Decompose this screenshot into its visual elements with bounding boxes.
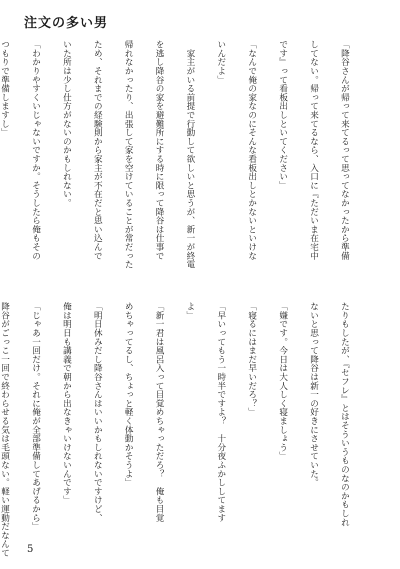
- text-line: 降谷がごっこ一回で終わらせる気は毛頭ない。軽い運動だなんて: [0, 302, 10, 558]
- text-line: ないと思って降谷は新一の好きにさせていた。: [308, 302, 319, 487]
- text-line: たりもしたが、『セフレ』とはそういうものなのかもしれ: [339, 302, 350, 527]
- page-number: 5: [27, 544, 34, 555]
- upper-text-block: [0, 40, 370, 283]
- text-line: よ」: [184, 302, 195, 320]
- text-line: つもりで準備しますし」: [0, 40, 10, 137]
- text-line: 「なんで俺の家なのにそんな看板出しとかないといけな: [246, 40, 257, 260]
- page-title: 注文の多い男: [24, 16, 109, 31]
- text-line: 「じゃあ一回だけ。それに俺が全部準備してあげるから」: [30, 302, 41, 531]
- text-line: 「降谷さんが帰って来てるって思ってなかったから準備: [339, 40, 350, 260]
- text-line: 「寝るにはまだ早いだろ？」: [246, 302, 257, 417]
- text-line: 「わかりやすくいじゃないですか。そうしたら俺もその: [30, 40, 41, 260]
- text-line: ため、それまでの経験則から家主が不在だと思い込んで: [92, 40, 103, 260]
- text-line: いんだよ」: [215, 40, 226, 84]
- text-line: めちゃってるし、ちょっと軽く体動かそうよ」: [123, 302, 134, 487]
- text-line: 「早いってもう一時半ですよ？ 十分夜ふかししてます: [215, 302, 226, 522]
- text-line: を逃し降谷の家を避難所にする時に限って降谷は仕事で: [154, 40, 165, 260]
- text-line: 「嫌です。今日は大人しく寝ましょう」: [277, 302, 288, 461]
- text-line: いた所は少し仕方がないのかもしれない。: [61, 40, 72, 208]
- text-line: してない。帰って来てるなら、入口に『ただいま在宅中: [308, 40, 319, 260]
- text-line: です』って看板出しといてください」: [277, 40, 288, 190]
- text-line: 「新一君は風呂入って目覚めちゃっただろ？ 俺も目覚: [154, 302, 165, 522]
- text-line: 帰れなかったり、出張して家を空けていることが常だった: [123, 40, 134, 269]
- text-line: 「明日休みだし降谷さんはいいかもしれないですけど、: [92, 302, 103, 522]
- text-line: 俺は明日も講義で朝から出なきゃいけないんです」: [61, 302, 72, 505]
- lower-text-block: [0, 302, 370, 558]
- text-line: 家主がいる前提で行動して欲しいと思うが、新一が終電: [184, 40, 195, 269]
